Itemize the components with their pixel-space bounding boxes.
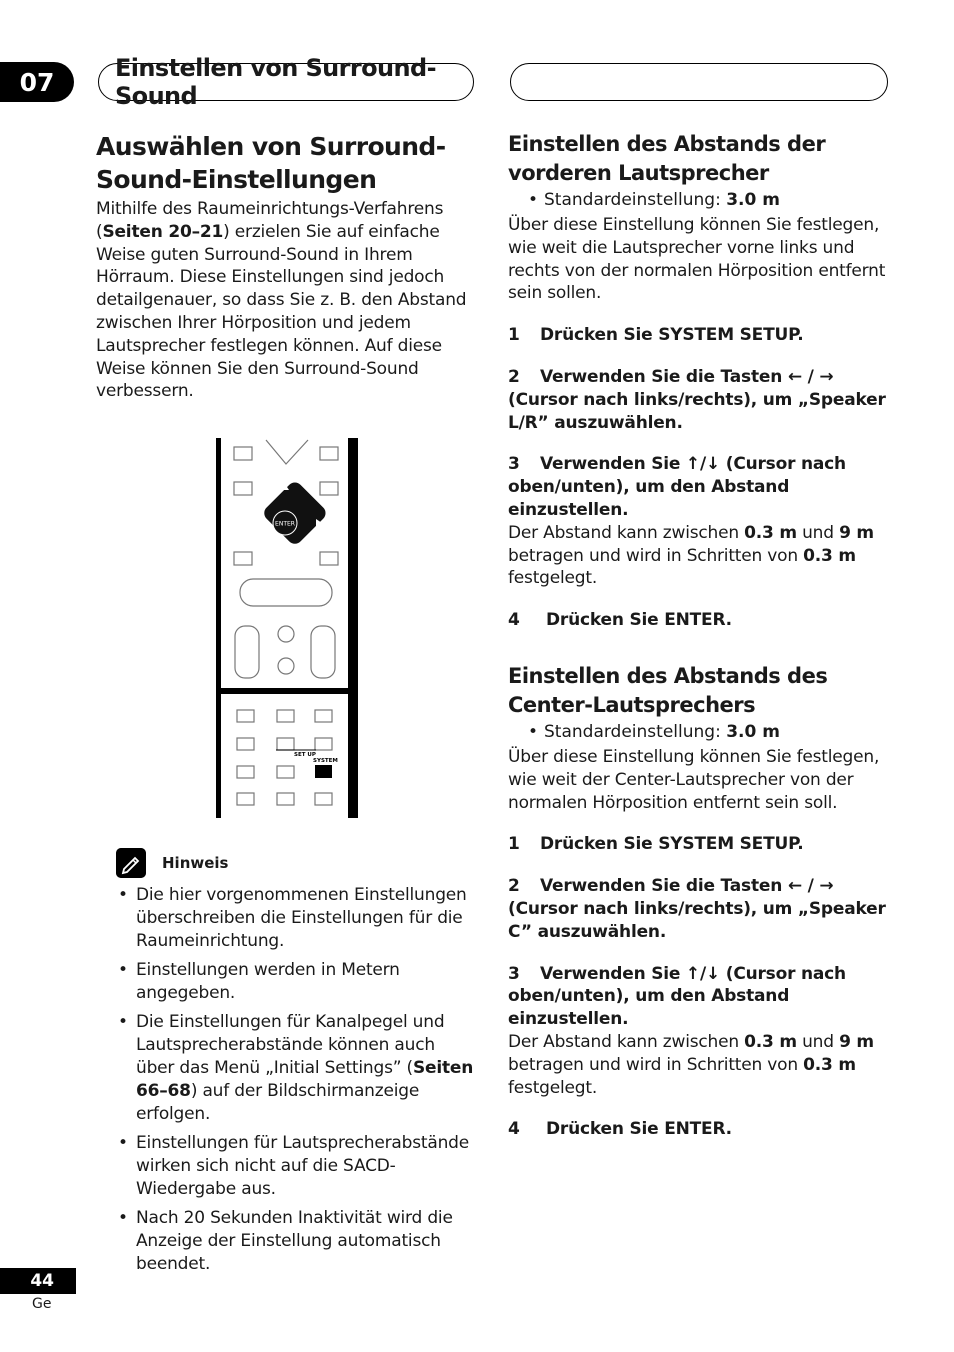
default-value: 3.0 m <box>726 721 780 742</box>
range-text: festgelegt. <box>508 568 598 589</box>
range-step: 0.3 m <box>803 545 856 566</box>
step-number: 1 <box>508 325 520 346</box>
section1-range <box>508 522 894 590</box>
default-value: 3.0 m <box>726 190 780 210</box>
chapter-number: 07 <box>19 67 55 97</box>
step-text: (Cursor nach oben/unten), um den Abstand einzustellen. <box>508 963 846 1030</box>
section1-default <box>524 189 894 211</box>
section1-step1 <box>508 324 894 347</box>
range-text: festgelegt. <box>508 1077 598 1098</box>
range-text: Der Abstand kann zwischen <box>508 1031 745 1052</box>
left-right-arrow-icon: ← / → <box>787 876 834 897</box>
intro-text-1: Mithilfe des Raumeinrichtungs-Verfahrens ( <box>96 199 444 242</box>
step-number: 4 <box>508 1119 520 1140</box>
step-number: 2 <box>508 366 520 387</box>
range-max: 9 m <box>839 1031 874 1052</box>
step-text: Verwenden Sie die Tasten <box>540 876 788 897</box>
range-min: 0.3 m <box>744 522 797 543</box>
step-text: Verwenden Sie <box>540 963 686 984</box>
step-text: Drücken Sie ENTER. <box>546 610 732 631</box>
section1-description: Über diese Einstellung können Sie festlegen, wie weit die Lautsprecher vorne links und rechts von der normalen Hörposition entfernt sein sollen. <box>508 215 886 304</box>
step-text: Drücken Sie ENTER. <box>546 1119 732 1140</box>
up-down-arrow-icon: ↑/↓ <box>685 454 721 475</box>
default-label: Standardeinstellung: <box>544 721 727 742</box>
note-item: • Einstellungen werden in Metern angegeben. <box>116 959 478 1005</box>
note-item: • Einstellungen für Lautsprecherabstände wirken sich nicht auf die SACD-Wiedergabe aus. <box>116 1132 478 1201</box>
note-text: ) auf der Bildschirmanzeige erfolgen. <box>136 1081 420 1124</box>
section-heading: Auswählen von Surround-Sound-Einstellungen <box>96 132 446 194</box>
note-item: • Nach 20 Sekunden Inaktivität wird die Anzeige der Einstellung automatisch beendet. <box>116 1207 478 1276</box>
enter-label: ENTER <box>275 520 295 528</box>
step-text: Drücken Sie SYSTEM SETUP. <box>540 325 804 346</box>
section2-default <box>524 721 894 743</box>
left-column <box>96 130 476 403</box>
note-item: • Die hier vorgenommenen Einstellungen überschreiben die Einstellungen für die Raumeinrichtung. <box>116 884 478 953</box>
page-number-badge <box>0 1268 76 1294</box>
step-text: (Cursor nach links/rechts), um „Speaker C” auszuwählen. <box>508 898 886 942</box>
intro-paragraph <box>96 198 476 403</box>
pencil-icon <box>116 848 146 878</box>
notes-list <box>116 884 478 1282</box>
note-label: Hinweis <box>162 854 229 872</box>
system-label: SYSTEM <box>313 758 338 764</box>
left-right-arrow-icon: ← / → <box>787 366 834 387</box>
step-number: 1 <box>508 834 520 855</box>
language-code: Ge <box>32 1296 52 1312</box>
chapter-title-pill <box>98 54 474 110</box>
range-step: 0.3 m <box>803 1054 856 1075</box>
section2-range <box>508 1031 894 1099</box>
section2-description: Über diese Einstellung können Sie festlegen, wie weit der Center-Lautsprecher von der normalen Hörposition entfernt sein soll. <box>508 746 880 813</box>
up-down-arrow-icon: ↑/↓ <box>685 963 721 984</box>
step-number: 3 <box>508 963 520 984</box>
range-text: Der Abstand kann zwischen <box>508 522 745 543</box>
section2-heading: Einstellen des Abstands des Center-Lautsprechers <box>508 663 828 717</box>
section1-step4 <box>508 609 894 632</box>
step-text: (Cursor nach links/rechts), um „Speaker L/R” auszuwählen. <box>508 389 886 433</box>
note-item <box>116 1011 478 1126</box>
chapter-title: Einstellen von Surround-Sound <box>115 54 436 110</box>
right-column <box>508 130 894 1141</box>
range-text: und <box>796 522 840 543</box>
range-min: 0.3 m <box>744 1031 797 1052</box>
chapter-number-badge <box>0 62 74 102</box>
section1-heading: Einstellen des Abstands der vorderen Lautsprecher <box>508 132 826 185</box>
range-text: und <box>796 1031 840 1052</box>
step-text: (Cursor nach oben/unten), um den Abstand einzustellen. <box>508 454 846 520</box>
step-text: Verwenden Sie die Tasten <box>540 366 788 387</box>
section2-step3 <box>508 963 894 1031</box>
step-number: 3 <box>508 454 520 475</box>
note-page-ref: Seiten 66–68 <box>136 1058 474 1101</box>
section1-step3 <box>508 453 894 521</box>
range-text: betragen und wird in Schritten von <box>508 545 804 566</box>
remote-control-illustration <box>216 438 358 818</box>
page-number: 44 <box>30 1271 54 1291</box>
empty-header-pill <box>510 63 888 101</box>
note-text: Die Einstellungen für Kanalpegel und Lautsprecherabstände können auch über das Menü „Initial Settings” ( <box>136 1012 445 1078</box>
default-label: Standardeinstellung: <box>544 190 727 210</box>
section2-step1 <box>508 833 894 856</box>
step-number: 2 <box>508 876 520 897</box>
setup-label: SET UP <box>294 752 316 758</box>
range-text: betragen und wird in Schritten von <box>508 1054 804 1075</box>
section2-step4 <box>508 1118 894 1141</box>
intro-page-ref: Seiten 20–21 <box>102 221 224 242</box>
section2-step2 <box>508 875 894 943</box>
section1-step2 <box>508 366 894 434</box>
step-text: Drücken Sie SYSTEM SETUP. <box>540 834 804 855</box>
intro-text-2: ) erzielen Sie auf einfache Weise guten Surround-Sound in Ihrem Hörraum. Diese Einstellungen sind jedoch detailgenauer, so dass Sie z. B. den Abstand zwischen Ihrer Hörposition und jedem Lautsprecher festlegen können. Auf diese Weise können Sie den Surround-Sound verbessern. <box>96 221 467 402</box>
range-max: 9 m <box>839 522 874 543</box>
step-text: Verwenden Sie <box>540 454 686 475</box>
step-number: 4 <box>508 610 520 631</box>
